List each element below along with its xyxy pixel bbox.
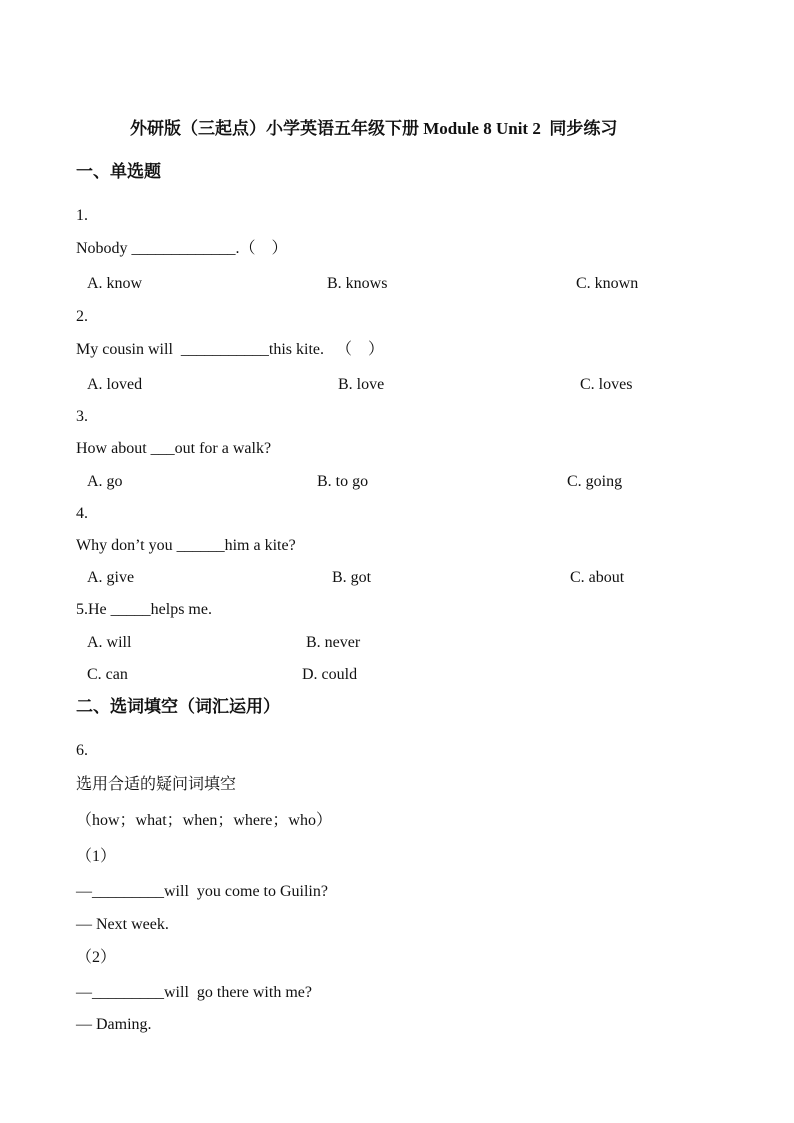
option-c: C. known	[576, 275, 639, 292]
instruction-text: 选用合适的疑问词填空	[76, 774, 237, 793]
question-number: 1.	[76, 207, 88, 224]
word-bank: （how；what；when；where；who）	[76, 812, 332, 829]
question-stem: How about ___out for a walk?	[76, 440, 272, 457]
sub-question-label: （2）	[76, 949, 117, 966]
question-stem: Why don’t you ______him a kite?	[76, 537, 296, 554]
question-stem: Nobody _____________.（ ）	[76, 240, 288, 257]
question-number: 2.	[76, 308, 88, 325]
option-b: B. got	[332, 569, 372, 586]
dialogue-answer: — Daming.	[76, 1016, 152, 1033]
section-heading-fill-in: 二、选词填空（词汇运用）	[76, 697, 280, 717]
option-a: A. give	[87, 569, 135, 586]
option-a: A. loved	[87, 376, 143, 393]
section-heading-single-choice: 一、单选题	[76, 162, 161, 182]
option-a: A. know	[87, 275, 143, 292]
dialogue-answer: — Next week.	[76, 916, 169, 933]
option-a: A. will	[87, 634, 132, 651]
dialogue-question: —_________will go there with me?	[76, 984, 312, 1001]
question-stem: 5.He _____helps me.	[76, 601, 212, 618]
option-a: A. go	[87, 473, 123, 490]
option-b: B. love	[338, 376, 385, 393]
option-c: C. about	[570, 569, 625, 586]
question-number: 6.	[76, 742, 88, 759]
option-c: C. loves	[580, 376, 633, 393]
question-stem: My cousin will ___________this kite. （ ）	[76, 341, 385, 358]
sub-question-label: （1）	[76, 848, 117, 865]
option-b: B. never	[306, 634, 361, 651]
option-d: D. could	[302, 666, 358, 683]
option-b: B. to go	[317, 473, 369, 490]
question-number: 4.	[76, 505, 88, 522]
dialogue-question: —_________will you come to Guilin?	[76, 883, 328, 900]
option-c: C. going	[567, 473, 623, 490]
page-title: 外研版（三起点）小学英语五年级下册 Module 8 Unit 2 同步练习	[130, 119, 618, 138]
option-b: B. knows	[327, 275, 388, 292]
question-number: 3.	[76, 408, 88, 425]
option-c: C. can	[87, 666, 128, 683]
